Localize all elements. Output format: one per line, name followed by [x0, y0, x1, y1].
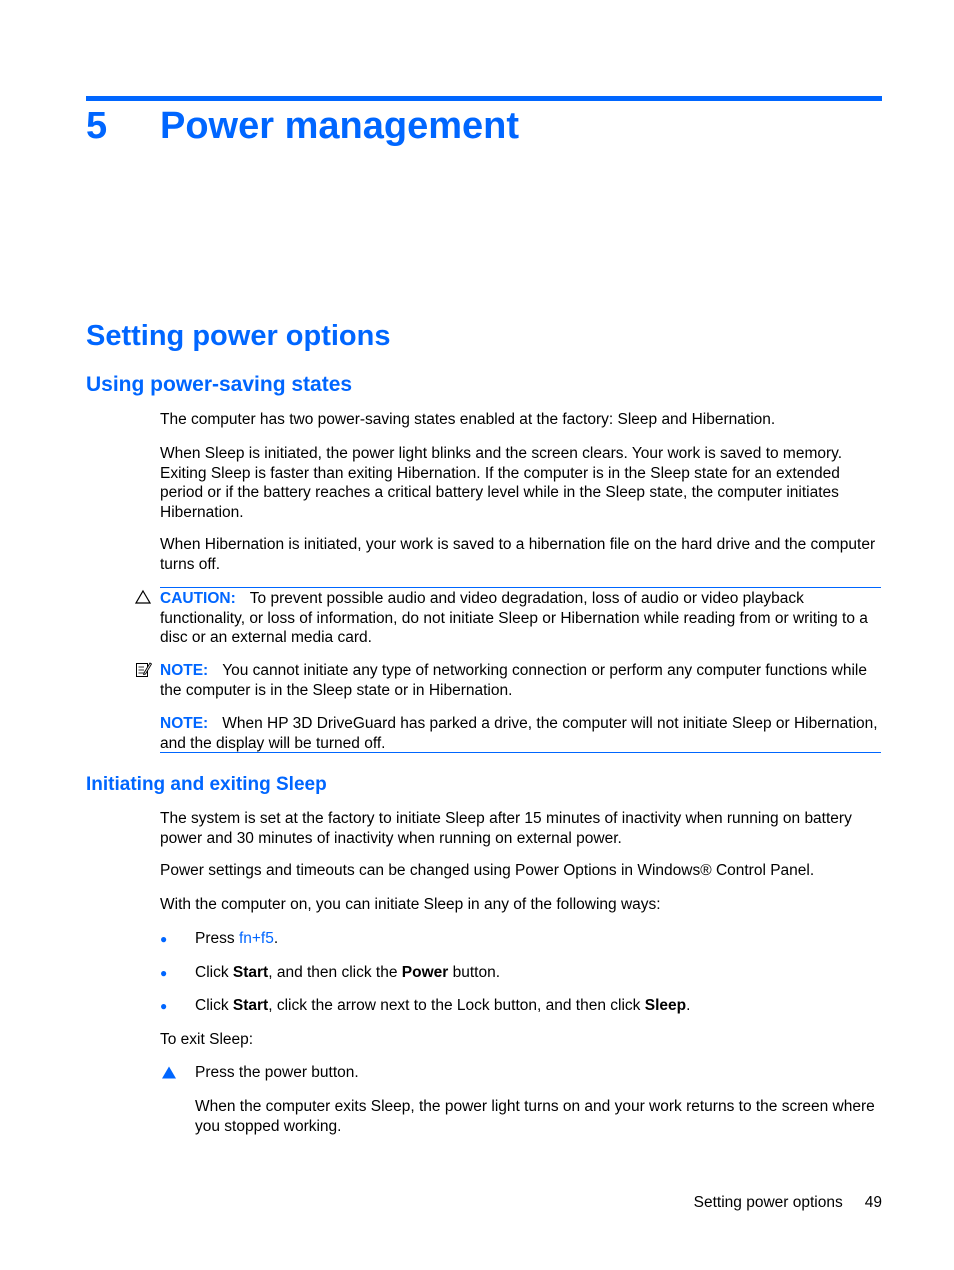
- fn-f5-key-link[interactable]: fn+f5: [238, 930, 274, 947]
- paragraph-1: The computer has two power-saving states enabled at the factory: Sleep and Hibernation.: [160, 411, 776, 428]
- paragraph-8: When the computer exits Sleep, the power light turns on and your work returns to the screen where you stopped working.: [195, 1098, 875, 1135]
- paragraph-2: When Sleep is initiated, the power light blinks and the screen clears. Your work is saved to memory. Exiting Sleep is faster than exiting Hibernation. If the computer is in the Sleep state for an extended period or if the battery reaches a critical battery level while in the Sleep state, the computer initiates Hibernation.: [160, 445, 843, 521]
- note-block-2: [160, 714, 882, 753]
- list-item-bold: Power: [401, 964, 449, 981]
- caution-block: [160, 589, 882, 648]
- list-item-text: Click: [195, 964, 233, 981]
- list-item-bold: Start: [232, 964, 269, 981]
- note-bottom-rule: [160, 752, 881, 753]
- list-item-text: button.: [448, 964, 501, 981]
- caution-top-rule: [160, 587, 881, 588]
- sub-subsection-title: Initiating and exiting Sleep: [86, 774, 327, 795]
- chapter-heading: [86, 102, 519, 150]
- list-item-bold: Start: [232, 997, 269, 1014]
- note-text-2: When HP 3D DriveGuard has parked a drive, the computer will not initiate Sleep or Hibernation, and the display will be turned off.: [160, 715, 878, 752]
- caution-text: To prevent possible audio and video degradation, loss of audio or video playback functionality, or loss of information, do not initiate Sleep or Hibernation while reading from or writing to a disc or an external media card.: [160, 590, 868, 646]
- section-title: Setting power options: [86, 320, 391, 352]
- subsection-title: Using power-saving states: [86, 373, 353, 396]
- caution-triangle-icon: [135, 589, 151, 610]
- paragraph-5: Power settings and timeouts can be changed using Power Options in Windows® Control Panel.: [160, 862, 815, 879]
- page-footer: [694, 1193, 882, 1212]
- list-item: [195, 996, 690, 1016]
- paragraph-3: When Hibernation is initiated, your work is saved to a hibernation file on the hard drive and the computer turns off.: [160, 536, 876, 573]
- note-label-2: NOTE:: [160, 715, 209, 732]
- list-item-text: , and then click the: [268, 964, 402, 981]
- list-item-text: .: [686, 997, 691, 1014]
- list-item-text: , click the arrow next to the Lock button, and then click: [268, 997, 645, 1014]
- footer-section: Setting power options: [693, 1194, 843, 1211]
- chapter-title: Power management: [160, 105, 519, 147]
- note-text-1: You cannot initiate any type of networking connection or perform any computer functions while the computer is in the Sleep state or in Hibernation.: [160, 662, 867, 699]
- list-item-text: Press: [195, 930, 239, 947]
- list-item-text: Click: [195, 997, 233, 1014]
- chapter-number: 5: [86, 105, 108, 147]
- paragraph-4: The system is set at the factory to initiate Sleep after 15 minutes of inactivity when running on battery power and 30 minutes of inactivity when running on external power.: [160, 810, 852, 847]
- note-label-1: NOTE:: [160, 662, 209, 679]
- list-item-bold: Sleep: [644, 997, 687, 1014]
- paragraph-7: To exit Sleep:: [160, 1031, 254, 1048]
- bullet-dot-icon: ●: [160, 999, 168, 1013]
- list-item: [195, 929, 278, 949]
- step-text: Press the power button.: [195, 1064, 359, 1081]
- page-number: 49: [864, 1194, 882, 1211]
- note-pad-icon: [135, 661, 152, 683]
- caution-label: CAUTION:: [160, 590, 236, 607]
- step-triangle-icon: [161, 1065, 177, 1085]
- note-block-1: [160, 661, 882, 700]
- bullet-dot-icon: ●: [160, 932, 168, 946]
- chapter-rule: [86, 96, 882, 101]
- bullet-dot-icon: ●: [160, 966, 168, 980]
- paragraph-6: With the computer on, you can initiate Sleep in any of the following ways:: [160, 896, 661, 913]
- list-item: [195, 963, 500, 983]
- list-item-text: .: [273, 930, 279, 947]
